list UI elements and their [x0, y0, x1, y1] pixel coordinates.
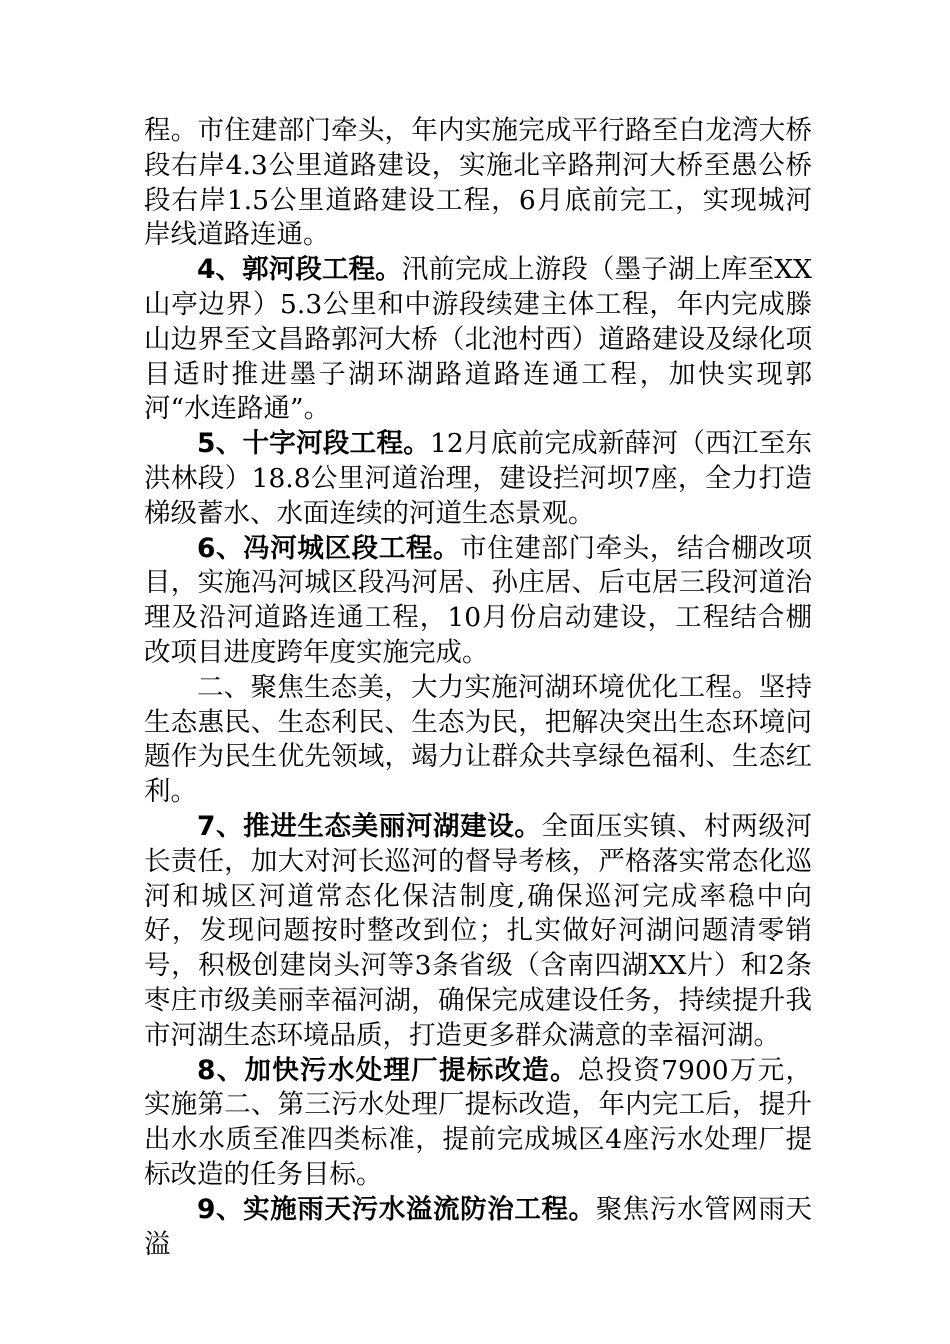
paragraph-7-text: 聚焦污水管网雨天溢 [144, 1193, 812, 1260]
paragraph-5 [144, 810, 812, 1054]
paragraph-3-text: 市住建部门牵头，结合棚改项目，实施冯河城区段冯河居、孙庄居、后屯居三段河道治理及沿河道路连通工程，10月份启动建设，工程结合棚改项目进度跨年度实施完成。 [144, 532, 812, 668]
paragraph-3 [144, 532, 812, 671]
paragraph-7 [144, 1193, 812, 1263]
document-page [144, 114, 812, 1262]
paragraph-0-text: 程。市住建部门牵头，年内实施完成平行路至白龙湾大桥段右岸4.3公里道路建设，实施北辛路荆河大桥至愚公桥段右岸1.5公里道路建设工程，6月底前完工，实现城河岸线道路连通。 [144, 115, 812, 251]
paragraph-4-text: 二、聚焦生态美，大力实施河湖环境优化工程。坚持生态惠民、生态利民、生态为民，把解决突出生态环境问题作为民生优先领域，竭力让群众共享绿色福利、生态红利。 [144, 671, 812, 808]
paragraph-3-heading: 6、冯河城区段工程。 [197, 532, 461, 564]
paragraph-1 [144, 253, 812, 427]
paragraph-2 [144, 427, 812, 531]
paragraph-4 [144, 671, 812, 810]
paragraph-7-heading: 9、实施雨天污水溢流防治工程。 [197, 1193, 596, 1225]
paragraph-6 [144, 1054, 812, 1193]
paragraph-5-text: 全面压实镇、村两级河长责任，加大对河长巡河的督导考核，严格落实常态化巡河和城区河道常态化保洁制度,确保巡河完成率稳中向好，发现问题按时整改到位；扎实做好河湖问题清零销号，积极创建岗头河等3条省级（含南四湖XX片）和2条枣庄市级美丽幸福河湖，确保完成建设任务，持续提升我市河湖生态环境品质，打造更多群众满意的幸福河湖。 [144, 810, 812, 1051]
paragraph-6-text: 总投资7900万元，实施第二、第三污水处理厂提标改造，年内完工后，提升出水水质至准四类标准，提前完成城区4座污水处理厂提标改造的任务目标。 [144, 1054, 812, 1190]
paragraph-5-heading: 7、推进生态美丽河湖建设。 [197, 810, 542, 842]
paragraph-2-text: 12月底前完成新薛河（西江至东洪林段）18.8公里河道治理，建设拦河坝7座，全力打造梯级蓄水、水面连续的河道生态景观。 [144, 428, 812, 529]
paragraph-6-heading: 8、加快污水处理厂提标改造。 [197, 1054, 578, 1086]
paragraph-1-heading: 4、郭河段工程。 [197, 254, 402, 286]
paragraph-1-text: 汛前完成上游段（墨子湖上库至XX山亭边界）5.3公里和中游段续建主体工程，年内完成滕山边界至文昌路郭河大桥（北池村西）道路建设及绿化项目适时推进墨子湖环湖路道路连通工程，加快实现郭河“水连路通”。 [144, 254, 812, 425]
paragraph-2-heading: 5、十字河段工程。 [197, 428, 431, 460]
paragraph-0 [144, 114, 812, 253]
